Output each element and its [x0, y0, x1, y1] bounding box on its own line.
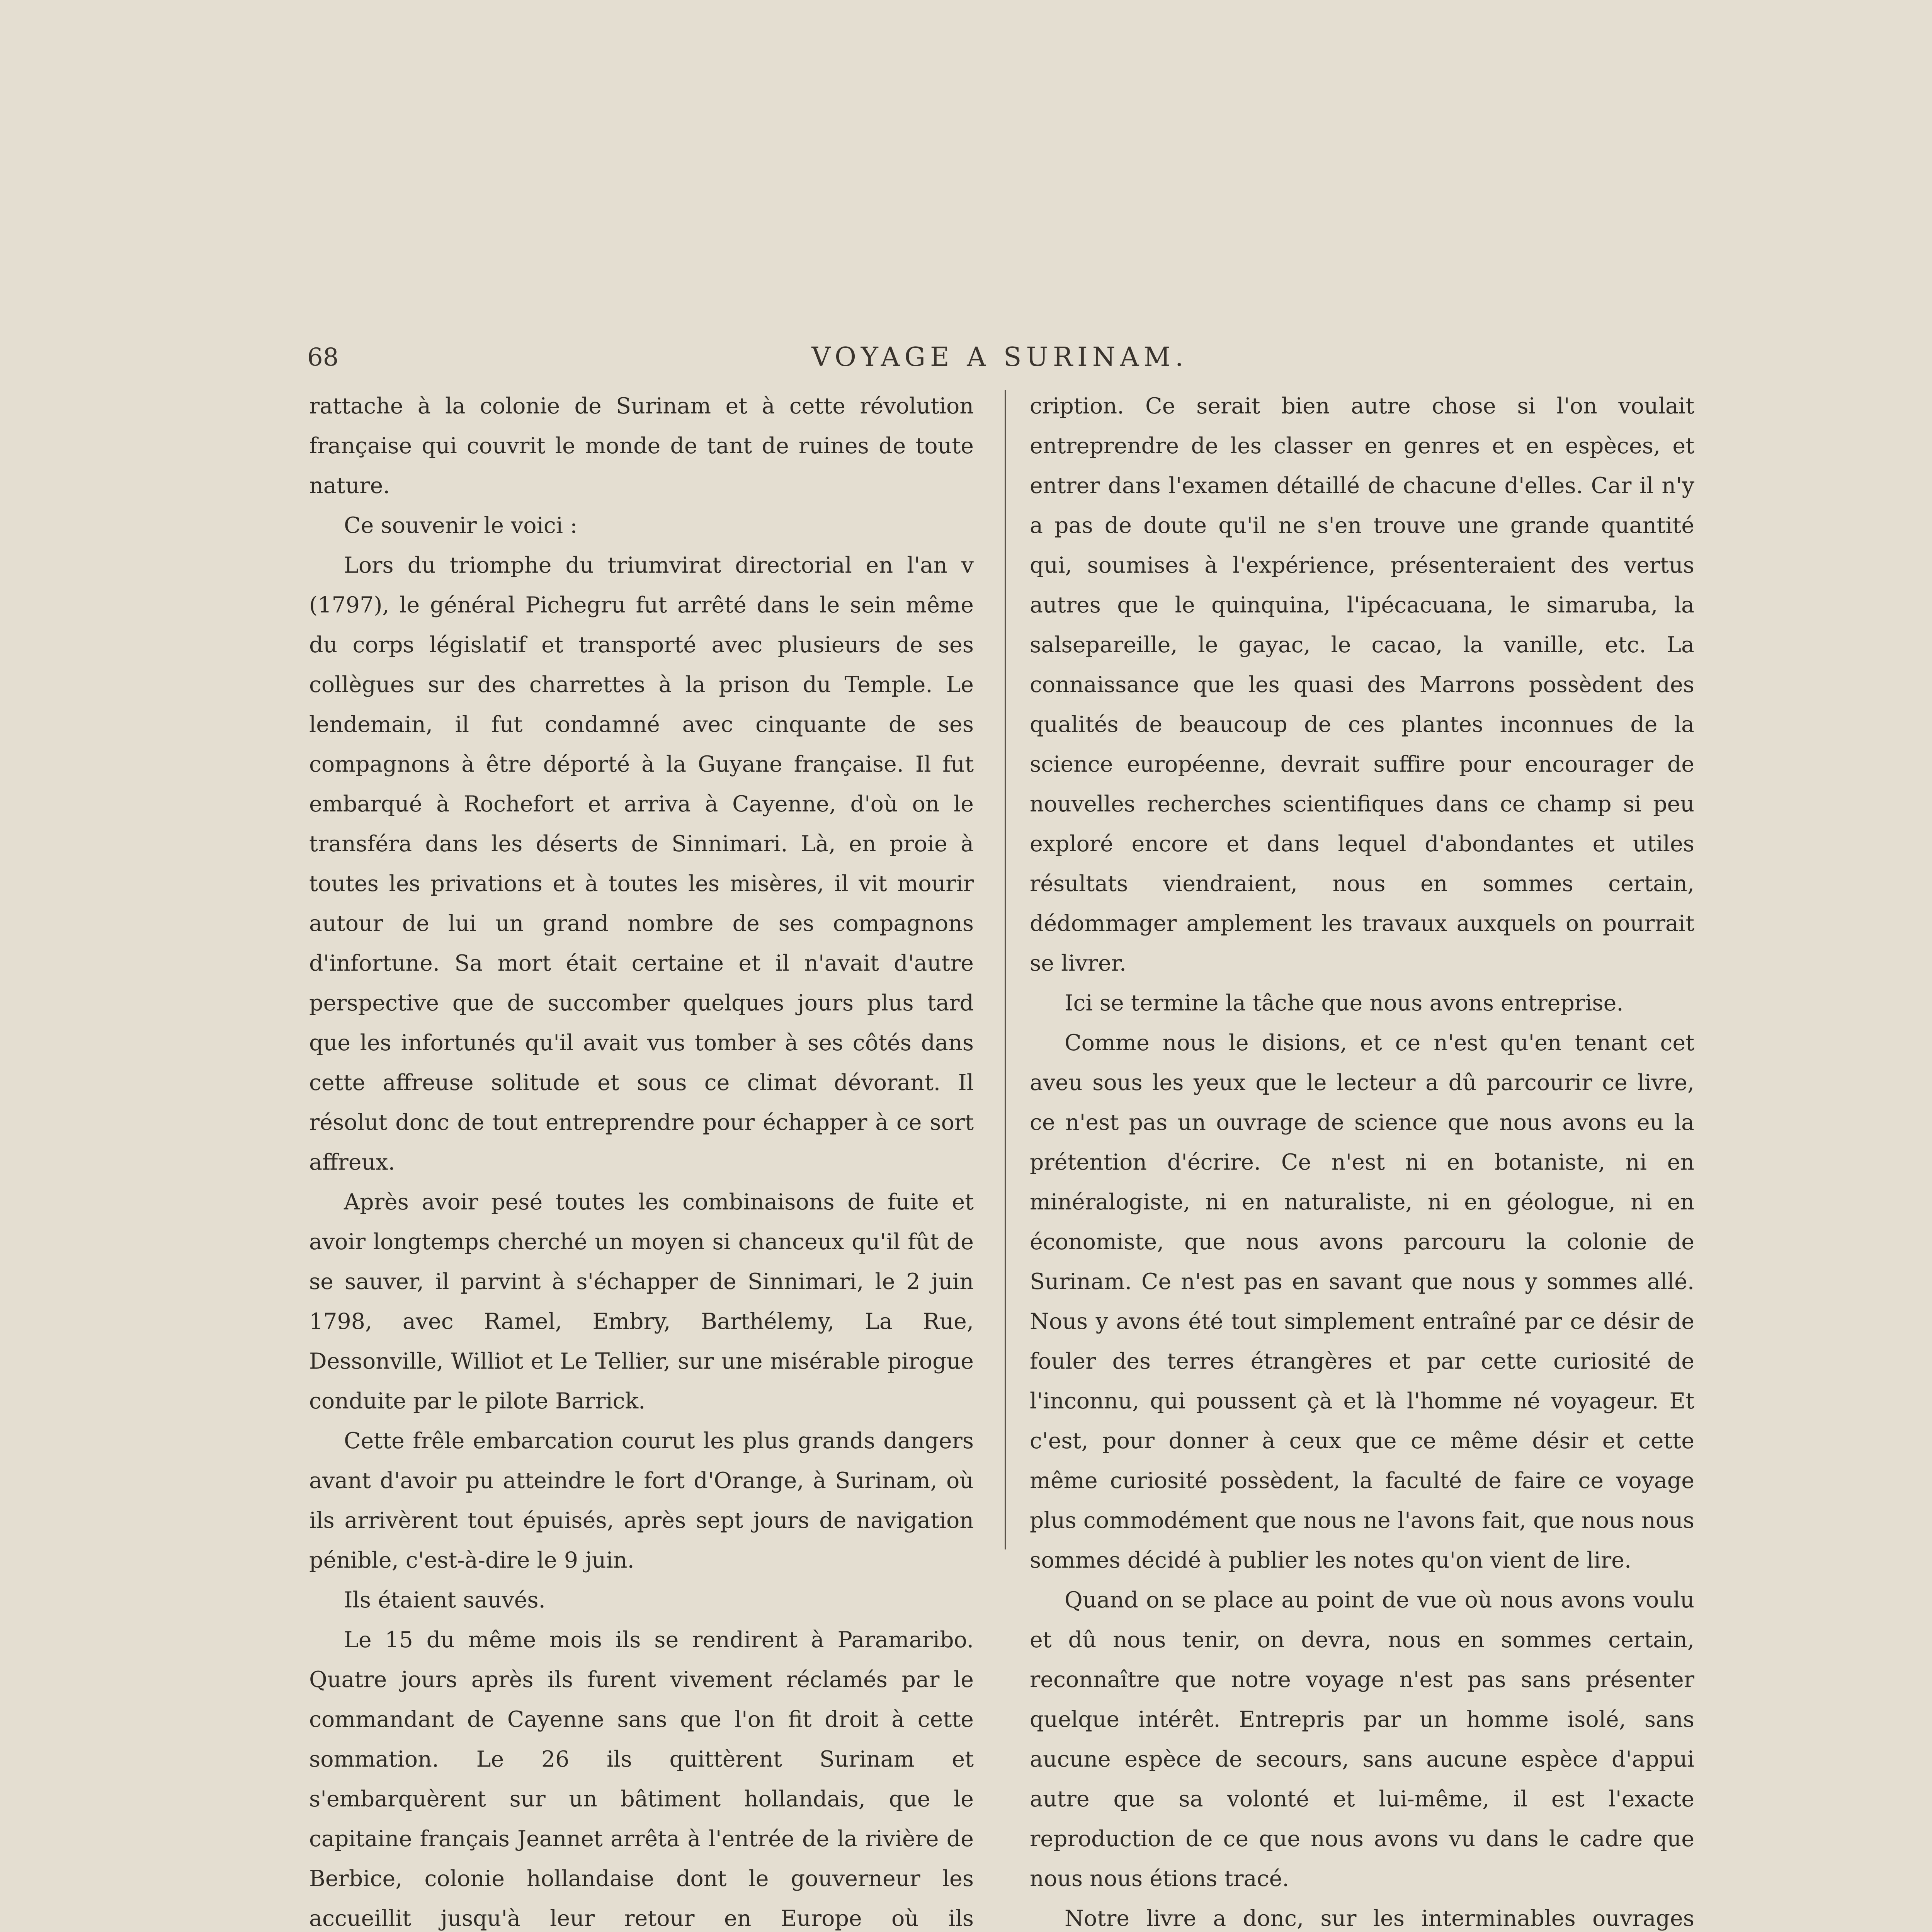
- page-header: [307, 340, 1692, 375]
- left-column: [309, 386, 974, 1932]
- column-divider: [1005, 390, 1006, 1549]
- running-title: VOYAGE A SURINAM.: [811, 342, 1188, 372]
- paragraph: Quand on se place au point de vue où nous avons voulu et dû nous tenir, on devra, nous en sommes certain, reconnaître que notre voyage n'est pas sans présenter quelque intérêt. Entrepris par un homme isolé, sans aucune espèce de secours, sans aucune espèce d'appui autre que sa volonté et lui-même, il est l'exacte reproduction de ce que nous avons vu dans le cadre que nous nous étions tracé.: [1030, 1587, 1694, 1891]
- paragraph: Après avoir pesé toutes les combinaisons de fuite et avoir longtemps cherché un moyen si chanceux qu'il fût de se sauver, il parvint à s'échapper de Sinnimari, le 2 juin 1798, avec Ramel, Embry, Barthélemy, La Rue, Dessonville, Williot et Le Tellier, sur une misérable pirogue conduite par le pilote Barrick.: [309, 1189, 974, 1414]
- paragraph: Le 15 du même mois ils se rendirent à Paramaribo. Quatre jours après ils furent vivement réclamés par le commandant de Cayenne sans que l'on fit droit à cette sommation. Le 26 ils quittèrent Surinam et s'embarquèrent sur un bâtiment hollandais, que le capitaine français Jeannet arrêta à l'entrée de la rivière de Berbice, colonie hollandaise dont le gouverneur les accueillit jusqu'à leur retour en Europe où ils: [309, 1627, 974, 1931]
- paragraph: Ils étaient sauvés.: [344, 1587, 546, 1613]
- paragraph: Lors du triomphe du triumvirat directorial en l'an v (1797), le général Pichegru fut arrêté dans le sein même du corps législatif et transporté avec plusieurs de ses collègues sur des charrettes à la prison du Temple. Le lendemain, il fut condamné avec cinquante de ses compagnons à être déporté à la Guyane française. Il fut embarqué à Rochefort et arriva à Cayenne, d'où on le transféra dans les déserts de Sinnimari. Là, en proie à toutes les privations et à toutes les misères, il vit mourir autour de lui un grand nombre de ses compagnons d'infortune. Sa mort était certaine et il n'avait d'autre perspective que de succomber quelques jours plus tard que les infortunés qu'il avait vus tomber à ses côtés dans cette affreuse solitude et sous ce climat dévorant. Il résolut donc de tout entreprendre pour échapper à ce sort affreux.: [309, 553, 974, 1175]
- right-column: [1030, 386, 1694, 1932]
- paragraph: Ici se termine la tâche que nous avons entreprise.: [1065, 990, 1624, 1016]
- page-number: 68: [307, 343, 339, 372]
- paragraph: Comme nous le disions, et ce n'est qu'en tenant cet aveu sous les yeux que le lecteur a dû parcourir ce livre, ce n'est pas un ouvrage de science que nous avons eu la prétention d'écrire. Ce n'est ni en botaniste, ni en minéralogiste, ni en naturaliste, ni en géologue, ni en économiste, que nous avons parcouru la colonie de Surinam. Ce n'est pas en savant que nous y sommes allé. Nous y avons été tout simplement entraîné par ce désir de fouler des terres étrangères et par cette curiosité de l'inconnu, qui poussent çà et là l'homme né voyageur. Et c'est, pour donner à ceux que ce même désir et cette même curiosité possèdent, la faculté de faire ce voyage plus commodément que nous ne l'avons fait, que nous nous sommes décidé à publier les notes qu'on vient de lire.: [1030, 1030, 1694, 1573]
- paragraph: cription. Ce serait bien autre chose si l'on voulait entreprendre de les classer en genres et en espèces, et entrer dans l'examen détaillé de chacune d'elles. Car il n'y a pas de doute qu'il ne s'en trouve une grande quantité qui, soumises à l'expérience, présenteraient des vertus autres que le quinquina, l'ipécacuana, le simaruba, la salsepareille, le gayac, le cacao, la vanille, etc. La connaissance que les quasi des Marrons possèdent des qualités de beaucoup de ces plantes inconnues de la science européenne, devrait suffire pour encourager de nouvelles recherches scientifiques dans ce champ si peu exploré encore et dans lequel d'abondantes et utiles résultats viendraient, nous en sommes certain, dédommager amplement les travaux auxquels on pourrait se livrer.: [1030, 393, 1694, 976]
- paragraph: Cette frêle embarcation courut les plus grands dangers avant d'avoir pu atteindre le fort d'Orange, à Surinam, où ils arrivèrent tout épuisés, après sept jours de navigation pénible, c'est-à-dire le 9 juin.: [309, 1428, 974, 1573]
- paragraph: Notre livre a donc, sur les interminables ouvrages: [1065, 1906, 1694, 1931]
- paragraph: rattache à la colonie de Surinam et à cette révolution française qui couvrit le monde de tant de ruines de toute nature.: [309, 393, 974, 498]
- paragraph: Ce souvenir le voici :: [344, 513, 578, 538]
